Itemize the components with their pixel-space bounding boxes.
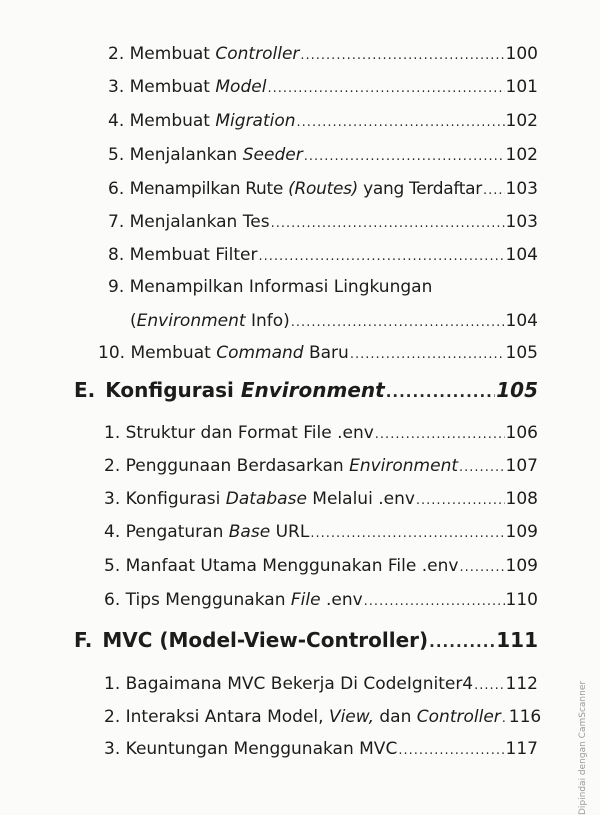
toc-entry[interactable]: [104, 488, 538, 512]
toc-entry-continued[interactable]: [130, 310, 538, 334]
entry-number: 5.: [108, 145, 125, 165]
entry-number: 2.: [108, 44, 125, 64]
dot-leader: [364, 591, 505, 613]
entry-number: 3.: [104, 489, 121, 509]
entry-label: Membuat Controller: [129, 44, 300, 64]
entry-label: Menampilkan Informasi Lingkungan: [129, 277, 433, 297]
entry-number: 3.: [108, 77, 125, 97]
dot-leader: [416, 490, 505, 512]
entry-page: 110: [505, 590, 538, 610]
entry-number: 1.: [104, 423, 121, 443]
entry-number: 2.: [104, 707, 121, 727]
section-letter: E.: [74, 378, 96, 402]
entry-page: 101: [505, 77, 538, 97]
entry-page: 117: [505, 739, 538, 759]
entry-label: Bagaimana MVC Bekerja Di CodeIgniter4: [125, 674, 474, 694]
toc-entry[interactable]: [104, 738, 538, 762]
dot-leader: [350, 344, 505, 366]
entry-number: 6.: [108, 179, 125, 199]
entry-number: 4.: [108, 111, 125, 131]
dot-leader: [375, 424, 505, 446]
section-page: 105: [496, 378, 538, 402]
entry-label: Tips Menggunakan File .env: [125, 590, 363, 610]
entry-number: 3.: [104, 739, 121, 759]
dot-leader: [304, 146, 505, 168]
toc-entry[interactable]: [108, 43, 538, 67]
section-page: 111: [496, 628, 538, 652]
toc-entry[interactable]: [98, 342, 538, 366]
entry-number: 6.: [104, 590, 121, 610]
dot-leader: [267, 78, 504, 100]
dot-leader: [459, 457, 505, 479]
entry-label: Konfigurasi Database Melalui .env: [125, 489, 415, 509]
entry-page: 103: [505, 212, 538, 232]
entry-label: Manfaat Utama Menggunakan File .env: [125, 556, 459, 576]
toc-entry[interactable]: [104, 455, 538, 479]
entry-number: 1.: [104, 674, 121, 694]
entry-page: 109: [505, 556, 538, 576]
entry-label: Interaksi Antara Model, View, dan Controller: [125, 707, 501, 727]
section-title: Konfigurasi Environment: [105, 378, 385, 402]
entry-page: 106: [505, 423, 538, 443]
entry-page: 109: [505, 522, 538, 542]
toc-entry[interactable]: [104, 555, 538, 579]
toc-entry[interactable]: [108, 144, 538, 168]
entry-label: (Environment Info): [130, 311, 290, 331]
entry-page: 102: [505, 111, 538, 131]
entry-page: 102: [505, 145, 538, 165]
entry-label: Membuat Migration: [129, 111, 296, 131]
section-heading-f[interactable]: [74, 627, 538, 655]
entry-number: 10.: [98, 343, 126, 363]
section-letter: F.: [74, 628, 93, 652]
entry-page: 108: [505, 489, 538, 509]
entry-label: Keuntungan Menggunakan MVC: [125, 739, 398, 759]
dot-leader: [474, 675, 504, 697]
entry-page: 103: [505, 179, 538, 199]
toc-entry[interactable]: [104, 422, 538, 446]
dot-leader: [483, 180, 505, 202]
entry-page: 116: [508, 707, 542, 727]
dot-leader: [291, 312, 505, 334]
section-title: MVC (Model-View-Controller): [102, 628, 429, 652]
entry-label: Pengaturan Base URL: [125, 522, 310, 542]
entry-label: Membuat Filter: [129, 245, 258, 265]
dot-leader: [398, 740, 504, 762]
toc-entry[interactable]: [104, 673, 538, 697]
toc-entry[interactable]: [104, 706, 542, 730]
entry-label: Membuat Model: [129, 77, 267, 97]
scanner-watermark: Dipindai dengan CamScanner: [578, 680, 588, 815]
section-heading-e[interactable]: [74, 377, 538, 405]
entry-page: 107: [505, 456, 538, 476]
entry-label: Penggunaan Berdasarkan Environment: [125, 456, 459, 476]
entry-page: 104: [505, 245, 538, 265]
entry-label: Menampilkan Rute (Routes) yang Terdaftar: [129, 179, 482, 199]
dot-leader: [300, 45, 504, 67]
entry-page: 112: [505, 674, 538, 694]
dot-leader: [386, 379, 496, 405]
toc-entry[interactable]: [108, 244, 538, 268]
toc-entry[interactable]: [108, 178, 538, 202]
entry-label: Menjalankan Seeder: [129, 145, 303, 165]
toc-entry[interactable]: [104, 521, 538, 545]
toc-entry[interactable]: [104, 589, 538, 613]
dot-leader: [297, 112, 505, 134]
dot-leader: [429, 629, 495, 655]
dot-leader: [258, 246, 504, 268]
toc-entry[interactable]: [108, 276, 432, 298]
dot-leader: [459, 557, 504, 579]
toc-entry[interactable]: [108, 211, 538, 235]
entry-number: 8.: [108, 245, 125, 265]
dot-leader: [271, 213, 505, 235]
entry-label: Struktur dan Format File .env: [125, 423, 374, 443]
toc-entry[interactable]: [108, 76, 538, 100]
entry-number: 9.: [108, 277, 125, 297]
entry-label: Menjalankan Tes: [129, 212, 270, 232]
entry-label: Membuat Command Baru: [130, 343, 349, 363]
entry-page: 105: [505, 343, 538, 363]
entry-page: 100: [505, 44, 538, 64]
entry-number: 7.: [108, 212, 125, 232]
entry-number: 5.: [104, 556, 121, 576]
entry-number: 2.: [104, 456, 121, 476]
dot-leader: [310, 523, 504, 545]
entry-page: 104: [505, 311, 538, 331]
entry-number: 4.: [104, 522, 121, 542]
dot-leader: [502, 708, 508, 730]
toc-entry[interactable]: [108, 110, 538, 134]
